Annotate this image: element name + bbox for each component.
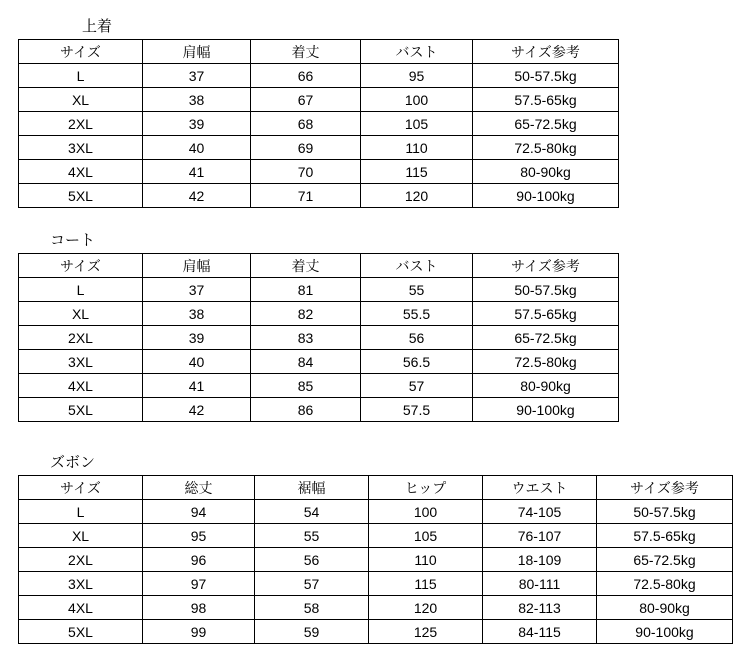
column-header: サイズ参考	[473, 254, 619, 278]
cell-value: 57	[255, 572, 369, 596]
cell-value: 85	[251, 374, 361, 398]
cell-value: 39	[143, 112, 251, 136]
cell-value: 82-113	[483, 596, 597, 620]
cell-size: 3XL	[19, 350, 143, 374]
cell-value: 86	[251, 398, 361, 422]
cell-reference: 90-100kg	[473, 184, 619, 208]
cell-reference: 65-72.5kg	[597, 548, 733, 572]
cell-size: XL	[19, 302, 143, 326]
cell-value: 76-107	[483, 524, 597, 548]
cell-size: 3XL	[19, 136, 143, 160]
cell-value: 56	[255, 548, 369, 572]
cell-size: 5XL	[19, 398, 143, 422]
cell-value: 74-105	[483, 500, 597, 524]
column-header: 裾幅	[255, 476, 369, 500]
cell-value: 70	[251, 160, 361, 184]
column-header: 肩幅	[143, 254, 251, 278]
column-header: サイズ	[19, 476, 143, 500]
column-header: ヒップ	[369, 476, 483, 500]
cell-value: 68	[251, 112, 361, 136]
table-row	[19, 596, 733, 620]
table-row	[19, 548, 733, 572]
cell-value: 95	[361, 64, 473, 88]
column-header: 総丈	[143, 476, 255, 500]
cell-value: 84	[251, 350, 361, 374]
cell-value: 38	[143, 88, 251, 112]
cell-size: 2XL	[19, 112, 143, 136]
table-row	[19, 302, 619, 326]
cell-value: 55.5	[361, 302, 473, 326]
cell-value: 115	[361, 160, 473, 184]
cell-value: 58	[255, 596, 369, 620]
cell-reference: 65-72.5kg	[473, 112, 619, 136]
cell-value: 115	[369, 572, 483, 596]
column-header: サイズ参考	[597, 476, 733, 500]
cell-reference: 50-57.5kg	[597, 500, 733, 524]
cell-value: 100	[369, 500, 483, 524]
table-row	[19, 88, 619, 112]
table-row	[19, 398, 619, 422]
cell-reference: 50-57.5kg	[473, 64, 619, 88]
cell-value: 56.5	[361, 350, 473, 374]
cell-value: 59	[255, 620, 369, 644]
cell-value: 94	[143, 500, 255, 524]
cell-value: 55	[255, 524, 369, 548]
column-header: 着丈	[251, 254, 361, 278]
table-row	[19, 350, 619, 374]
table-header-row	[19, 476, 733, 500]
table-row	[19, 524, 733, 548]
column-header: サイズ	[19, 254, 143, 278]
cell-value: 55	[361, 278, 473, 302]
cell-value: 66	[251, 64, 361, 88]
table-row	[19, 184, 619, 208]
size-table-coat	[18, 253, 619, 422]
cell-size: 5XL	[19, 620, 143, 644]
cell-size: 2XL	[19, 548, 143, 572]
cell-value: 99	[143, 620, 255, 644]
cell-value: 71	[251, 184, 361, 208]
table-row	[19, 112, 619, 136]
cell-value: 105	[361, 112, 473, 136]
cell-size: 4XL	[19, 596, 143, 620]
cell-reference: 72.5-80kg	[473, 136, 619, 160]
size-table-block-coat	[18, 232, 619, 422]
column-header: バスト	[361, 254, 473, 278]
cell-value: 110	[361, 136, 473, 160]
cell-value: 83	[251, 326, 361, 350]
table-row	[19, 326, 619, 350]
cell-reference: 80-90kg	[473, 160, 619, 184]
cell-size: 2XL	[19, 326, 143, 350]
cell-reference: 80-90kg	[473, 374, 619, 398]
cell-reference: 72.5-80kg	[597, 572, 733, 596]
column-header: 肩幅	[143, 40, 251, 64]
size-table-block-pants	[18, 454, 733, 644]
table-row	[19, 136, 619, 160]
table-title-pants: ズボン	[50, 454, 96, 471]
cell-value: 69	[251, 136, 361, 160]
cell-value: 110	[369, 548, 483, 572]
cell-size: 4XL	[19, 160, 143, 184]
size-table-jacket	[18, 39, 619, 208]
table-row	[19, 64, 619, 88]
cell-value: 120	[369, 596, 483, 620]
cell-value: 67	[251, 88, 361, 112]
size-table-pants	[18, 475, 733, 644]
table-header-row	[19, 40, 619, 64]
column-header: バスト	[361, 40, 473, 64]
column-header: 着丈	[251, 40, 361, 64]
cell-reference: 72.5-80kg	[473, 350, 619, 374]
cell-reference: 90-100kg	[473, 398, 619, 422]
column-header: ウエスト	[483, 476, 597, 500]
cell-value: 82	[251, 302, 361, 326]
cell-value: 81	[251, 278, 361, 302]
cell-value: 80-111	[483, 572, 597, 596]
cell-reference: 57.5-65kg	[473, 302, 619, 326]
cell-size: L	[19, 64, 143, 88]
cell-size: 3XL	[19, 572, 143, 596]
cell-value: 98	[143, 596, 255, 620]
cell-value: 40	[143, 350, 251, 374]
cell-size: XL	[19, 88, 143, 112]
table-row	[19, 160, 619, 184]
cell-value: 95	[143, 524, 255, 548]
cell-value: 37	[143, 278, 251, 302]
cell-value: 57.5	[361, 398, 473, 422]
cell-value: 40	[143, 136, 251, 160]
cell-value: 41	[143, 374, 251, 398]
cell-value: 97	[143, 572, 255, 596]
cell-value: 37	[143, 64, 251, 88]
cell-size: 4XL	[19, 374, 143, 398]
cell-value: 41	[143, 160, 251, 184]
cell-value: 57	[361, 374, 473, 398]
cell-size: L	[19, 500, 143, 524]
cell-reference: 80-90kg	[597, 596, 733, 620]
table-title-coat: コート	[50, 232, 96, 249]
cell-size: XL	[19, 524, 143, 548]
column-header: サイズ参考	[473, 40, 619, 64]
table-header-row	[19, 254, 619, 278]
cell-value: 38	[143, 302, 251, 326]
cell-reference: 57.5-65kg	[473, 88, 619, 112]
table-row	[19, 572, 733, 596]
cell-value: 120	[361, 184, 473, 208]
cell-value: 54	[255, 500, 369, 524]
cell-value: 39	[143, 326, 251, 350]
cell-value: 96	[143, 548, 255, 572]
cell-reference: 50-57.5kg	[473, 278, 619, 302]
column-header: サイズ	[19, 40, 143, 64]
cell-value: 100	[361, 88, 473, 112]
cell-value: 105	[369, 524, 483, 548]
cell-size: L	[19, 278, 143, 302]
cell-reference: 65-72.5kg	[473, 326, 619, 350]
table-row	[19, 374, 619, 398]
table-row	[19, 500, 733, 524]
cell-value: 84-115	[483, 620, 597, 644]
cell-size: 5XL	[19, 184, 143, 208]
cell-value: 18-109	[483, 548, 597, 572]
cell-value: 42	[143, 398, 251, 422]
table-row	[19, 278, 619, 302]
size-table-block-jacket	[18, 18, 619, 208]
cell-reference: 57.5-65kg	[597, 524, 733, 548]
table-row	[19, 620, 733, 644]
cell-value: 56	[361, 326, 473, 350]
cell-value: 42	[143, 184, 251, 208]
table-title-jacket: 上着	[82, 18, 113, 35]
cell-value: 125	[369, 620, 483, 644]
cell-reference: 90-100kg	[597, 620, 733, 644]
